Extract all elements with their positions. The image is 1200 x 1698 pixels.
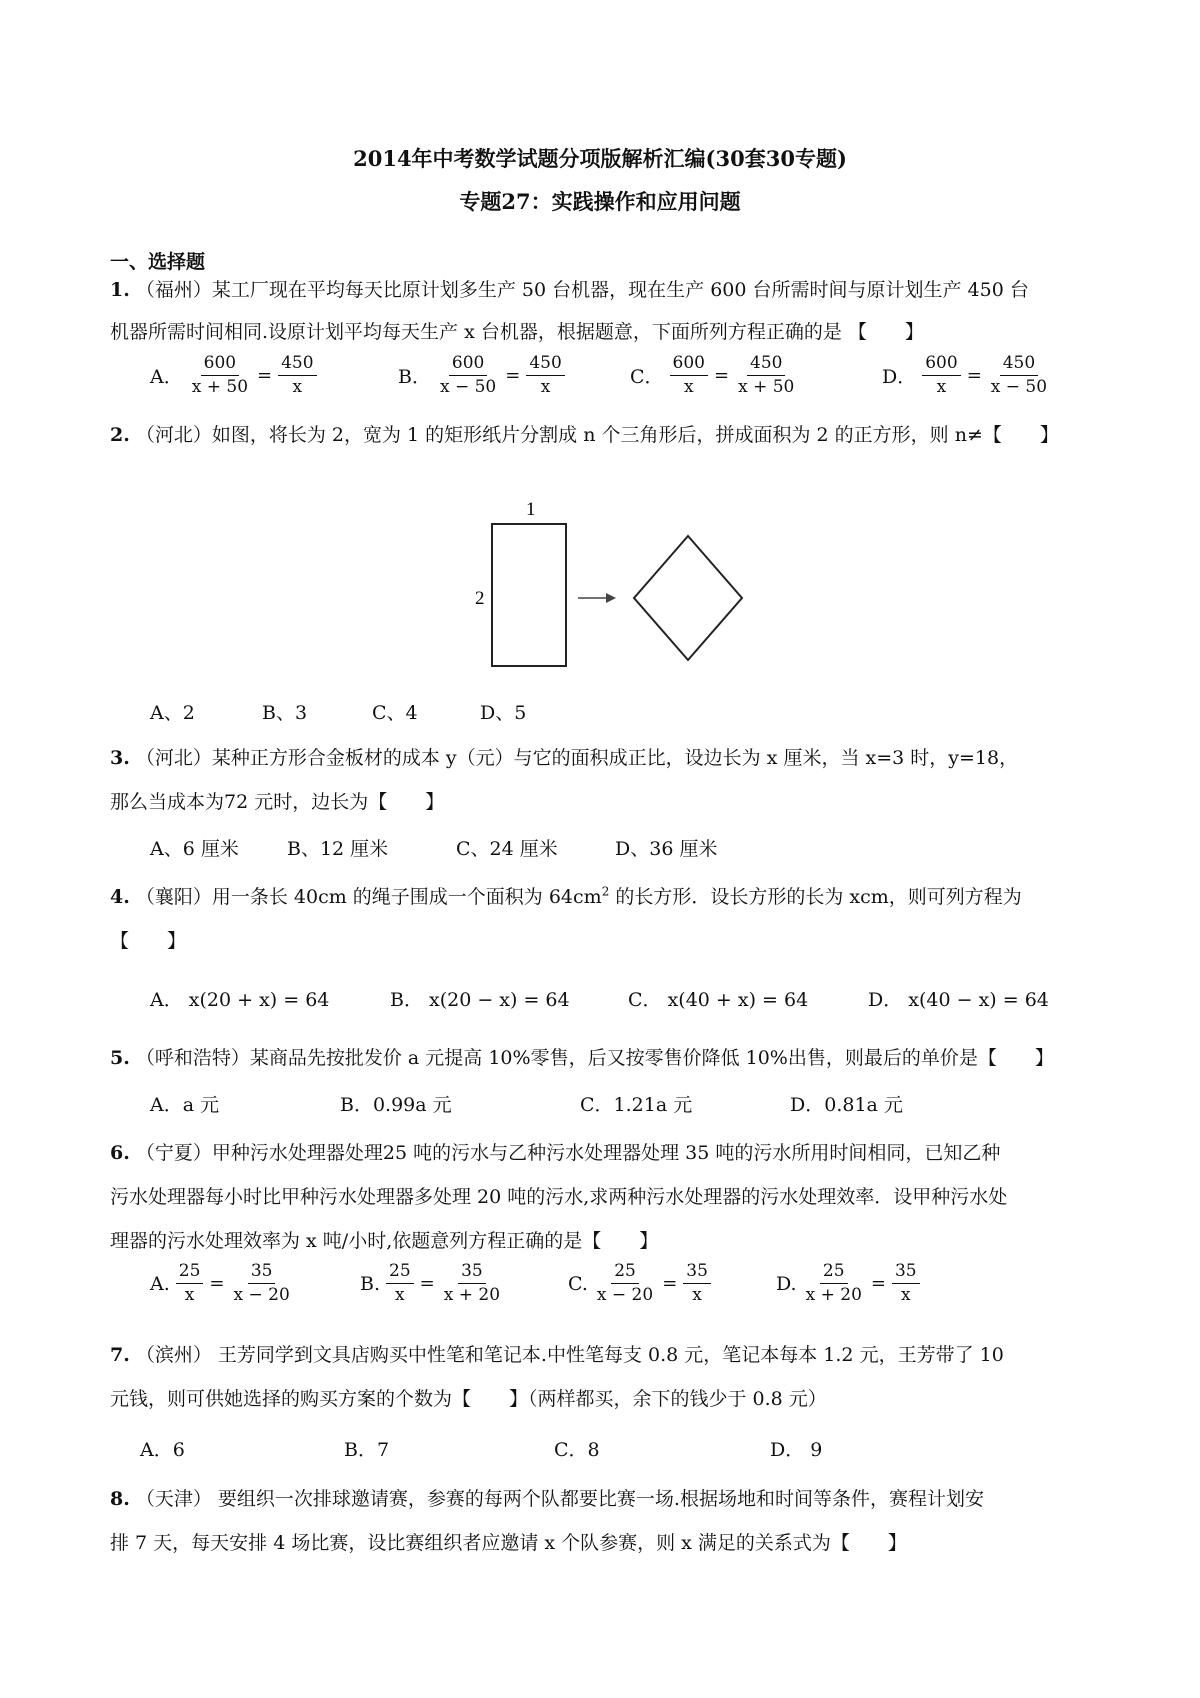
option-b: B． $\frac{600}{x - 50}$ = $\frac{450}{x}$ [398, 355, 565, 396]
option-a: A、6 厘米 [150, 838, 239, 860]
option-d: D． 9 [770, 1439, 823, 1461]
question-1-line-2: 机器所需时间相同.设原计划平均每天生产 x 台机器，根据题意，下面所列方程正确的是 【 】 [110, 321, 924, 343]
option-b: B．0.99a 元 [340, 1094, 452, 1116]
option-c: C、4 [372, 702, 418, 724]
question-4-line-1: 4. （襄阳）用一条长 40cm 的绳子围成一个面积为 $64cm^2$ 的长方形．设长方形的长为 xcm，则可列方程为 [110, 884, 1022, 908]
option-a: A．a 元 [150, 1094, 220, 1116]
option-d: D、5 [480, 702, 527, 724]
option-b: B、12 厘米 [287, 838, 389, 860]
option-c: C． x(40 + x) = 64 [628, 989, 809, 1011]
square-shape [634, 536, 742, 660]
question-6-line-3: 理器的污水处理效率为 x 吨/小时,依题意列方程正确的是【 】 [110, 1230, 659, 1252]
option-c: C．8 [554, 1439, 600, 1461]
figure-width-label: 1 [526, 499, 536, 520]
question-6-line-1: 6. （宁夏）甲种污水处理器处理25 吨的污水与乙种污水处理器处理 35 吨的污水所用时间相同，已知乙种 [110, 1142, 1001, 1164]
option-a: A. $\frac{25}{x}$ = $\frac{35}{x - 20}$ [150, 1261, 290, 1305]
question-3-line-2: 那么当成本为72 元时，边长为【 】 [110, 791, 445, 813]
page-title: 2014年中考数学试题分项版解析汇编(30套30专题) [353, 146, 847, 171]
option-a: A． x(20 + x) = 64 [150, 989, 330, 1011]
question-7-line-2: 元钱，则可供她选择的购买方案的个数为【 】（两样都买，余下的钱少于 0.8 元） [110, 1388, 827, 1410]
rectangle-to-square-figure [460, 490, 760, 680]
option-c: C、24 厘米 [456, 838, 558, 860]
page-subtitle: 专题27：实践操作和应用问题 [459, 189, 741, 214]
option-d: D、36 厘米 [615, 838, 718, 860]
question-4-line-2: 【 】 [110, 930, 187, 952]
option-a: A、2 [150, 702, 195, 724]
option-a: A． $\frac{600}{x + 50}$ = $\frac{450}{x}$ [150, 355, 317, 396]
option-b: B． x(20 − x) = 64 [390, 989, 570, 1011]
question-5-line-1: 5. （呼和浩特）某商品先按批发价 a 元提高 10%零售，后又按零售价降低 10%出售，则最后的单价是【 】 [110, 1047, 1054, 1069]
option-b: B．7 [344, 1439, 390, 1461]
question-3-line-1: 3. （河北）某种正方形合金板材的成本 y（元）与它的面积成正比，设边长为 x 厘米，当 x=3 时，y=18， [110, 747, 1019, 769]
question-1-line-1: 1. （福州）某工厂现在平均每天比原计划多生产 50 台机器，现在生产 600 台所需时间与原计划生产 450 台 [110, 279, 1029, 301]
question-2-line-1: 2. （河北）如图，将长为 2，宽为 1 的矩形纸片分割成 n 个三角形后，拼成面积为 2 的正方形，则 n≠【 】 [110, 424, 1059, 446]
option-c: C． $\frac{600}{x}$ = $\frac{450}{x + 50}$ [630, 353, 795, 397]
option-d: D． $\frac{600}{x}$ = $\frac{450}{x - 50}$ [882, 353, 1048, 397]
question-7-line-1: 7. （滨州） 王芳同学到文具店购买中性笔和笔记本.中性笔每支 0.8 元，笔记本每本 1.2 元，王芳带了 10 [110, 1344, 1004, 1366]
option-c: C．1.21a 元 [580, 1094, 693, 1116]
option-b: B. $\frac{25}{x}$ = $\frac{35}{x + 20}$ [360, 1261, 501, 1305]
question-8-line-2: 排 7 天，每天安排 4 场比赛，设比赛组织者应邀请 x 个队参赛，则 x 满足的关系式为【 】 [110, 1532, 907, 1554]
question-number: 1. [110, 279, 130, 301]
option-d: D． x(40 − x) = 64 [868, 989, 1049, 1011]
option-d: D．0.81a 元 [790, 1094, 903, 1116]
option-b: B、3 [262, 702, 308, 724]
question-8-line-1: 8. （天津） 要组织一次排球邀请赛，参赛的每两个队都要比赛一场.根据场地和时间等条件，赛程计划安 [110, 1488, 984, 1510]
option-d: D. $\frac{25}{x + 20}$ = $\frac{35}{x}$ [776, 1263, 920, 1304]
figure-length-label: 2 [475, 588, 485, 609]
option-a: A．6 [140, 1439, 185, 1461]
rectangle-shape [492, 524, 566, 666]
option-c: C. $\frac{25}{x - 20}$ = $\frac{35}{x}$ [568, 1263, 711, 1304]
question-6-line-2: 污水处理器每小时比甲种污水处理器多处理 20 吨的污水,求两种污水处理器的污水处理效率．设甲种污水处 [110, 1186, 1008, 1208]
section-heading: 一、选择题 [110, 251, 206, 273]
